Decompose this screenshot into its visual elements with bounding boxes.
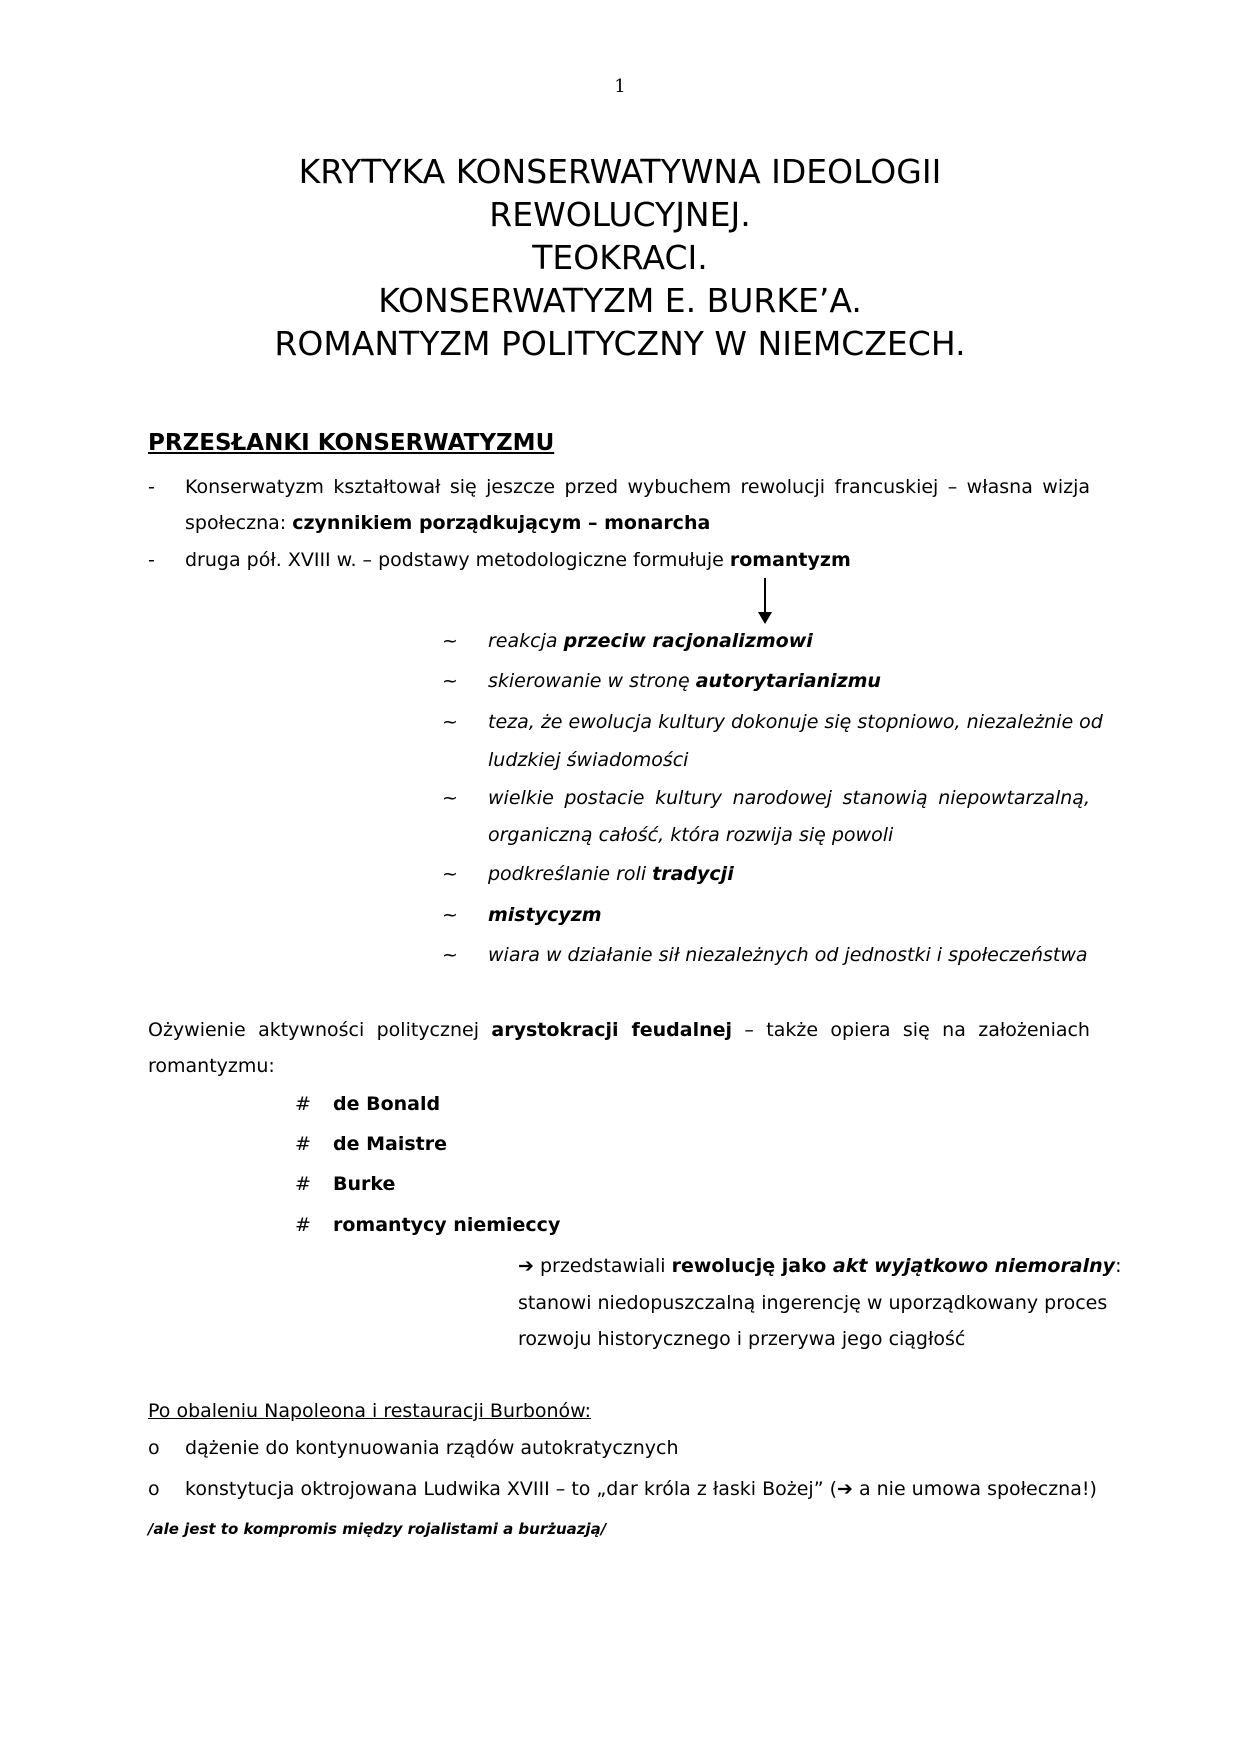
text-run: – także opiera się na założeniach [732,1019,1090,1041]
o-marker: o [148,1478,160,1500]
list-item [488,670,881,692]
list-item [488,630,813,652]
paragraph-line: romantyzmu: [148,1055,275,1077]
name-item: de Bonald [333,1093,441,1115]
title-line: TEOKRACI. [532,238,708,277]
text-run: a nie umowa społeczna!) [852,1478,1097,1500]
list-item [488,863,734,885]
bullet-text: Konserwatyzm kształtował się jeszcze przed wybuchem rewolucji francuskiej – własna wizja [185,476,1090,498]
tilde-marker: ~ [442,630,458,652]
text-run: tradycji [652,863,734,885]
hash-marker: # [295,1173,311,1195]
text-run: romantyzm [729,549,851,571]
note-line: rozwoju historycznego i przerywa jego ciągłość [518,1328,966,1350]
name-item: de Maistre [333,1133,447,1155]
text-run: arystokracji feudalnej [491,1019,733,1041]
hash-marker: # [295,1093,311,1115]
text-run: konstytucja oktrojowana Ludwika XVIII – to „dar króla z łaski Bożej” ( [185,1478,837,1500]
text-run: rewolucję jako [671,1255,833,1277]
text-run: przedstawiali [533,1255,672,1277]
list-item: mistycyzm [488,904,602,926]
text-run: podkreślanie roli [488,863,653,885]
text-run: druga pół. XVIII w. – podstawy metodologiczne formułuje [185,549,730,571]
tilde-marker: ~ [442,944,458,966]
title-line: ROMANTYZM POLITYCZNY W NIEMCZECH. [274,324,966,363]
right-arrow-icon: ➔ [518,1255,534,1277]
list-item [185,1478,1097,1500]
bullet-text [185,549,851,571]
tilde-marker: ~ [442,904,458,926]
note-line: stanowi niedopuszczalną ingerencję w uporządkowany proces [518,1292,1108,1314]
document-title [150,150,1090,365]
page-number: 1 [614,76,626,97]
text-run: czynnikiem porządkującym – monarcha [292,512,711,534]
list-item: ludzkiej świadomości [488,749,689,771]
o-marker: o [148,1437,160,1459]
down-arrow-icon [764,578,766,616]
list-item: dążenie do kontynuowania rządów autokratycznych [185,1437,679,1459]
footnote: /ale jest to kompromis między rojalistami a burżuazją/ [148,1520,607,1538]
tilde-marker: ~ [442,670,458,692]
text-run: autorytarianizmu [695,670,881,692]
note-line [518,1255,1121,1277]
text-run: : [1115,1255,1122,1277]
bullet-marker: - [148,549,155,571]
hash-marker: # [295,1214,311,1236]
text-run: przeciw racjonalizmowi [563,630,813,652]
title-line: KONSERWATYZM E. BURKE’A. [378,281,862,320]
name-item: Burke [333,1173,396,1195]
tilde-marker: ~ [442,711,458,733]
bullet-marker: - [148,476,155,498]
paragraph-line [148,1019,1090,1041]
text-run: Ożywienie aktywności politycznej [148,1019,492,1041]
text-run: skierowanie w stronę [488,670,696,692]
section-heading: PRZESŁANKI KONSERWATYZMU [148,430,555,456]
text-run: akt wyjątkowo niemoralny [832,1255,1116,1277]
right-arrow-icon: ➔ [836,1478,853,1500]
bullet-text [185,512,710,534]
list-item: wiara w działanie sił niezależnych od jednostki i społeczeństwa [488,944,1088,966]
text-run: reakcja [488,630,564,652]
list-item: teza, że ewolucja kultury dokonuje się stopniowo, niezależnie od [488,711,1103,733]
hash-marker: # [295,1133,311,1155]
list-item: wielkie postacie kultury narodowej stanowią niepowtarzalną, [488,787,1090,809]
text-run: społeczna: [185,512,293,534]
title-line: REWOLUCYJNEJ. [489,195,751,234]
tilde-marker: ~ [442,863,458,885]
title-line: KRYTYKA KONSERWATYWNA IDEOLOGII [298,152,942,191]
tilde-marker: ~ [442,787,458,809]
name-item: romantycy niemieccy [333,1214,561,1236]
list-item: organiczną całość, która rozwija się powoli [488,824,894,846]
subsection-heading: Po obaleniu Napoleona i restauracji Burbonów: [148,1400,592,1422]
